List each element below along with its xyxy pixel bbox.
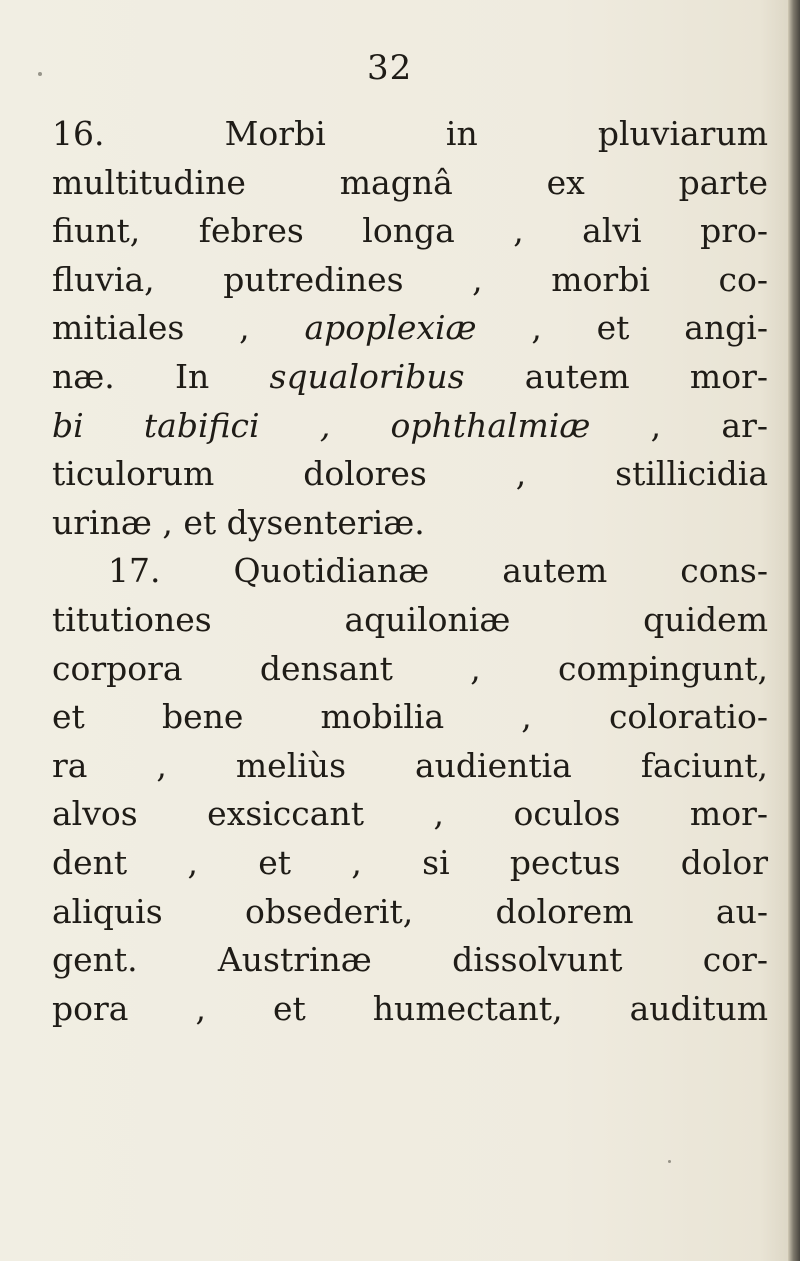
text-line <box>52 547 768 596</box>
text-line <box>52 742 768 791</box>
text-line <box>52 256 768 305</box>
text-line <box>52 450 768 499</box>
text-line-segment: titutiones aquiloniæ quidem <box>52 599 768 639</box>
text-line-segment: mitiales , <box>52 308 305 348</box>
text-line-segment: 17. Quotidianæ autem cons- <box>108 551 768 591</box>
text-line <box>52 499 768 548</box>
text-line-segment: gent. Austrinæ dissolvunt cor- <box>52 940 768 980</box>
text-line-segment: fluvia, putredines , morbi co- <box>52 259 768 299</box>
text-line-segment: urinæ , et dysenteriæ. <box>52 502 425 542</box>
text-line-segment: pora , et humectant, auditum <box>52 988 768 1028</box>
text-line-segment: , et angi- <box>476 308 768 348</box>
text-line <box>52 645 768 694</box>
page-speck <box>668 1160 671 1163</box>
text-line-segment: alvos exsiccant , oculos mor- <box>52 794 768 834</box>
text-line-segment: dent , et , si pectus dolor <box>52 842 768 882</box>
text-line <box>52 304 768 353</box>
text-line <box>52 936 768 985</box>
text-line-segment: næ. In <box>52 356 270 396</box>
text-line-segment: ticulorum dolores , stillicidia <box>52 454 768 494</box>
text-line <box>52 839 768 888</box>
text-line <box>52 110 768 159</box>
page-number: 32 <box>367 48 413 88</box>
text-line-segment: fiunt, febres longa , alvi pro- <box>52 211 768 251</box>
text-line-segment: corpora densant , compingunt, <box>52 648 768 688</box>
text-line <box>52 402 768 451</box>
text-line <box>52 159 768 208</box>
text-line-segment: , ar- <box>590 405 768 445</box>
page-binding-edge <box>788 0 800 1261</box>
italic-term: apoplexiæ <box>304 308 477 348</box>
body-text <box>52 110 768 1033</box>
text-line-segment: multitudine magnâ ex parte <box>52 162 768 202</box>
text-line <box>52 207 768 256</box>
text-line-segment: et bene mobilia , coloratio- <box>52 697 768 737</box>
text-line-segment: autem mor- <box>464 356 769 396</box>
italic-term: squaloribus <box>269 356 465 396</box>
text-line <box>52 888 768 937</box>
text-line <box>52 790 768 839</box>
text-line <box>52 353 768 402</box>
text-line <box>52 596 768 645</box>
text-line-segment: 16. Morbi in pluviarum <box>52 114 768 153</box>
text-line <box>52 985 768 1034</box>
text-line <box>52 693 768 742</box>
text-line-segment: ra , meliùs audientia faciunt, <box>52 745 768 785</box>
page-speck <box>38 72 42 76</box>
text-line-segment: aliquis obsederit, dolorem au- <box>52 891 768 931</box>
italic-term: bi tabifici , ophthalmiæ <box>52 405 591 445</box>
